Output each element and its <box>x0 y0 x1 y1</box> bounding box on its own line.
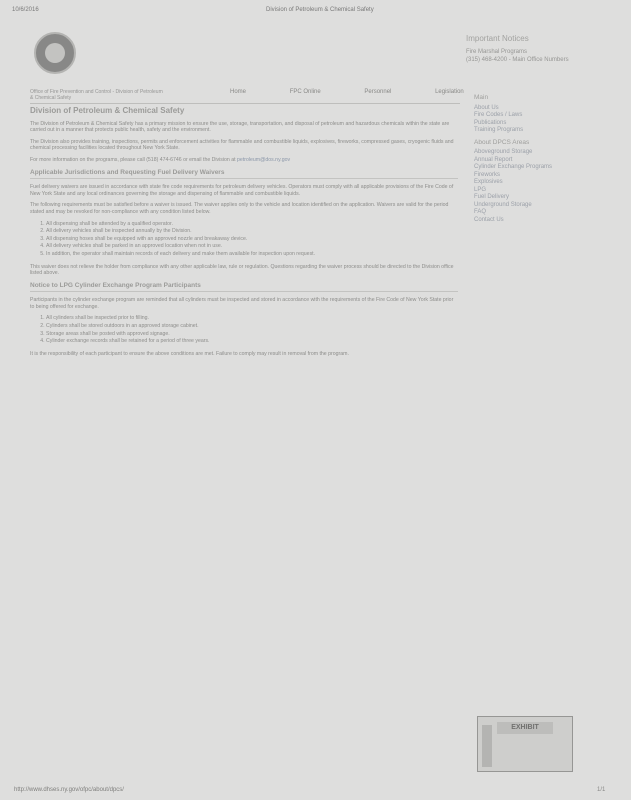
main-content <box>30 108 458 362</box>
sidebar-link[interactable]: Training Programs <box>474 127 524 133</box>
sidebar-link[interactable]: Contact Us <box>474 216 504 223</box>
sidebar-link[interactable]: Cylinder Exchange Programs <box>474 164 553 170</box>
sidebar-link[interactable]: Fire Codes / Laws <box>474 112 523 118</box>
nav-fpc-online[interactable]: FPC Online <box>289 89 321 95</box>
sidebar <box>474 90 594 224</box>
sidebar-link[interactable]: Fireworks <box>474 171 501 178</box>
list-item: 3. All dispensing hoses shall be equipped with an approved nozzle and breakaway device. <box>46 236 458 243</box>
lpg-paragraph-1: Participants in the cylinder exchange program are reminded that all cylinders must be inspected and stored in accordance with the requirements of the Fire Code of New York State prior to being offered for exchange. <box>30 297 454 310</box>
org-name <box>30 89 170 101</box>
page-title: Division of Petroleum & Chemical Safety <box>30 106 185 115</box>
print-title: Division of Petroleum & Chemical Safety <box>266 7 374 13</box>
sidebar-link[interactable]: Underground Storage <box>474 201 532 208</box>
header-notices <box>466 34 616 65</box>
top-navigation <box>230 89 506 95</box>
lpg-paragraph-2: It is the responsibility of each participant to ensure the above conditions are met. Failure to comply may result in removal from the program. <box>30 350 349 357</box>
stamp-label: EXHIBIT <box>497 722 553 734</box>
header-divider <box>30 103 460 104</box>
sidebar-heading: About DPCS Areas <box>474 138 530 146</box>
waiver-paragraph-3: This waiver does not relieve the holder from compliance with any other applicable law, rule or regulation. Questions regarding the waiver process should be directed to the Division office listed above. <box>30 263 454 277</box>
email-link[interactable]: petroleum@dos.ny.gov <box>237 156 291 163</box>
lpg-steps-list <box>46 315 458 344</box>
sidebar-heading: Main <box>474 94 489 101</box>
list-item: 2. All delivery vehicles shall be inspected annually by the Division. <box>46 228 458 235</box>
section-title-lpg: Notice to LPG Cylinder Exchange Program Participants <box>30 283 458 293</box>
list-item: 1. All dispensing shall be attended by a qualified operator. <box>46 221 458 228</box>
seal-center-icon <box>45 43 65 63</box>
footer-url: http://www.dhses.ny.gov/ofpc/about/dpcs/ <box>14 787 124 793</box>
org-line-1: Office of Fire Prevention and Control - Division of Petroleum <box>30 89 163 95</box>
print-date: 10/6/2016 <box>12 7 39 13</box>
notices-line: Fire Marshal Programs <box>466 49 528 55</box>
contact-paragraph <box>30 157 458 164</box>
sidebar-link[interactable]: About Us <box>474 104 499 111</box>
exhibit-stamp <box>477 716 573 772</box>
agency-seal-icon <box>34 32 76 74</box>
nav-personnel[interactable]: Personnel <box>364 89 392 95</box>
sidebar-link[interactable]: Explosives <box>474 179 503 185</box>
sidebar-link[interactable]: Publications <box>474 119 507 126</box>
list-item: 2. Cylinders shall be stored outdoors in an approved storage cabinet. <box>46 323 458 330</box>
sidebar-link[interactable]: LPG <box>474 186 487 193</box>
intro-paragraph: The Division of Petroleum & Chemical Safety has a primary mission to ensure the use, storage, transportation, and disposal of petroleum and hazardous chemicals within the state are carried out in a manner that protects public health, safety and the environment. <box>30 120 450 134</box>
services-paragraph: The Division also provides training, inspections, permits and enforcement activities for flammable and combustible liquids, explosives, fireworks, compressed gases, cryogenic fluids and chemical processing facilities located throughout New York State. <box>30 138 454 152</box>
notices-line: (315) 468-4200 - Main Office Numbers <box>466 57 569 63</box>
nav-home[interactable]: Home <box>230 89 247 95</box>
sidebar-link[interactable]: Fuel Delivery <box>474 194 510 200</box>
waiver-paragraph-2: The following requirements must be satisfied before a waiver is issued. The waiver applies only to the vehicle and location identified on the application. Waivers are valid for the period stated and may be revoked for non-compliance with any condition listed below. <box>30 202 449 215</box>
footer-page-number: 1/1 <box>597 787 606 793</box>
nav-legislation[interactable]: Legislation <box>435 89 464 95</box>
list-item: 4. All delivery vehicles shall be parked in an approved location when not in use. <box>46 243 458 250</box>
contact-text: For more information on the programs, please call (518) 474-6746 or email the Division at <box>30 156 236 163</box>
sidebar-link[interactable]: Annual Report <box>474 156 513 163</box>
sidebar-link[interactable]: FAQ <box>474 209 487 215</box>
list-item: 4. Cylinder exchange records shall be retained for a period of three years. <box>46 338 458 345</box>
waiver-conditions-list <box>46 221 458 258</box>
waiver-paragraph-1: Fuel delivery waivers are issued in accordance with state fire code requirements for petroleum delivery vehicles. Operators must comply with all applicable provisions of the Fire Code of New York State and any local ordinances governing the storage and dispensing of flammable and combustible liquids. <box>30 184 454 197</box>
stamp-side-strip <box>482 725 492 767</box>
notices-title: Important Notices <box>466 34 529 43</box>
list-item: 3. Storage areas shall be posted with approved signage. <box>46 331 458 338</box>
sidebar-link[interactable]: Aboveground Storage <box>474 149 533 155</box>
list-item: 1. All cylinders shall be inspected prior to filling. <box>46 315 458 322</box>
org-line-2: & Chemical Safety <box>30 95 72 101</box>
section-title-waivers: Applicable Jurisdictions and Requesting Fuel Delivery Waivers <box>30 170 458 180</box>
list-item: 5. In addition, the operator shall maintain records of each delivery and make them available for inspection upon request. <box>46 251 458 258</box>
